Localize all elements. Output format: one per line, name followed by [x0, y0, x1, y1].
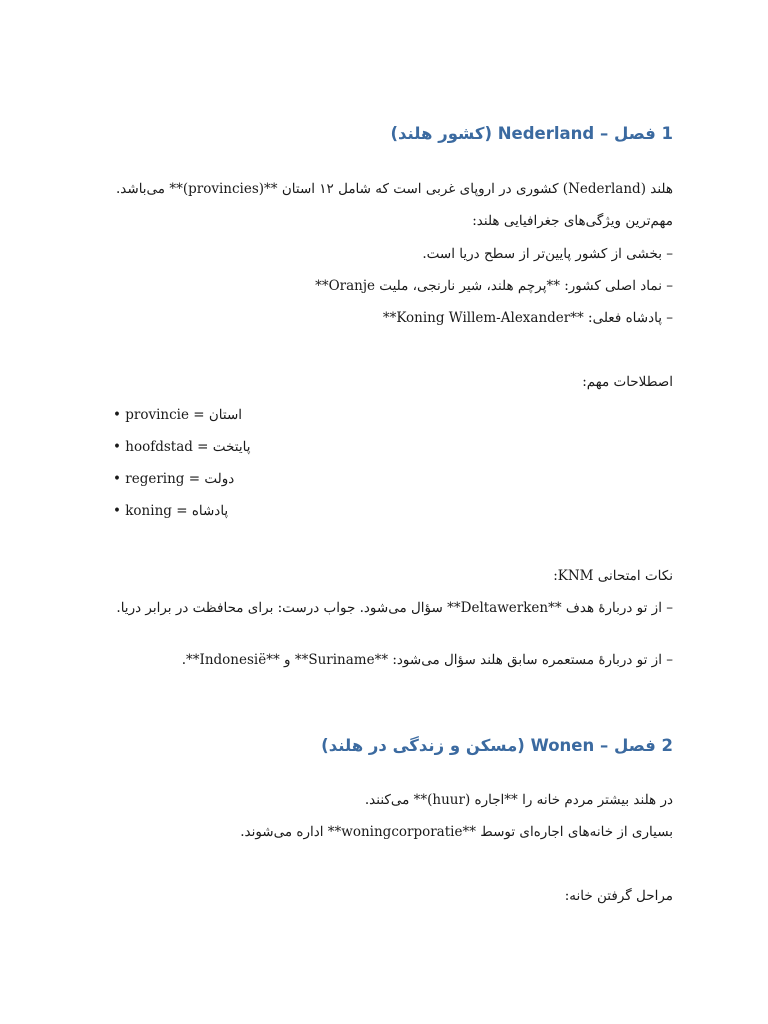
term-item: • regering = دولت [113, 471, 235, 487]
terms-title: اصطلاحات مهم: [582, 374, 673, 390]
section-1-intro: هلند (Nederland) کشوری در اروپای غربی است که شامل ۱۲ استان **(provincies)** می‌باشد. [116, 181, 673, 197]
exam-note: – از تو دربارهٔ هدف **Deltawerken** سؤال می‌شود. جواب درست: برای محافظت در برابر دریا. [116, 600, 673, 616]
term-item: • provincie = استان [113, 407, 243, 423]
term-item: • koning = پادشاه [113, 503, 229, 519]
section-1-heading: 1 فصل – Nederland (کشور هلند) [390, 124, 673, 143]
features-title: مهم‌ترین ویژگی‌های جغرافیایی هلند: [472, 213, 673, 229]
feature-item: – نماد اصلی کشور: **پرچم هلند، شیر نارنجی، ملیت Oranje** [315, 278, 673, 294]
exam-note: – از تو دربارهٔ مستعمره سابق هلند سؤال می‌شود: **Suriname** و **Indonesië**. [181, 652, 673, 668]
steps-title: مراحل گرفتن خانه: [564, 888, 673, 904]
section-2-line: بسیاری از خانه‌های اجاره‌ای توسط **woningcorporatie** اداره می‌شوند. [240, 824, 673, 840]
feature-item: – بخشی از کشور پایین‌تر از سطح دریا است. [422, 246, 673, 262]
term-item: • hoofdstad = پایتخت [113, 439, 251, 455]
section-2-heading: 2 فصل – Wonen (مسکن و زندگی در هلند) [321, 736, 673, 755]
exam-title: نکات امتحانی KNM: [553, 568, 673, 584]
section-2-line: در هلند بیشتر مردم خانه را **اجاره (huur)** می‌کنند. [364, 792, 673, 808]
feature-item: – پادشاه فعلی: **Koning Willem-Alexander** [382, 310, 673, 326]
